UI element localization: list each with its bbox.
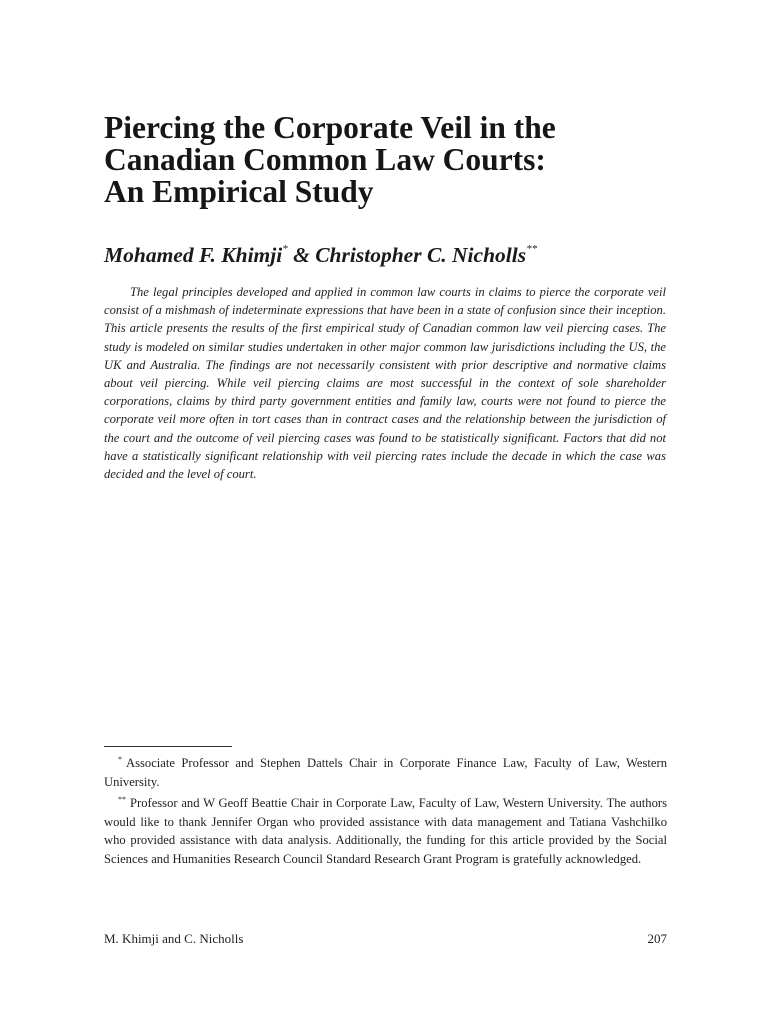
title-line-1: Piercing the Corporate Veil in the: [104, 110, 556, 145]
author-1-name: Mohamed F. Khimji: [104, 243, 283, 267]
footnote-1-mark: *: [118, 755, 122, 764]
author-1-footnote-mark[interactable]: *: [282, 243, 288, 255]
footnotes: [104, 751, 667, 869]
author-2-name: Christopher C. Nicholls: [315, 243, 527, 267]
author-2-footnote-mark[interactable]: **: [526, 243, 538, 255]
footnote-1: [104, 751, 667, 791]
abstract: The legal principles developed and applied in common law courts in claims to pierce the corporate veil consist of a mishmash of indeterminate expressions that have been in a state of confusion since their inception. This article presents the results of the first empirical study of Canadian common law veil piercing cases. The study is modeled on similar studies undertaken in other major common law jurisdictions including the US, the UK and Australia. The findings are not necessarily consistent with prior descriptive and normative claims about veil piercing. While veil piercing claims are most successful in the context of sole shareholder corporations, claims by third party government entities and family law, courts were not found to pierce the corporate veil more often in tort cases than in contract cases and the relationship between the jurisdiction of the court and the outcome of veil piercing cases was found to be statistically significant. Factors that did not have a statistically significant relationship with veil piercing rates include the decade in which the case was decided and the level of court.: [104, 285, 666, 482]
page-number: 207: [647, 931, 667, 946]
article-title: [104, 112, 704, 208]
title-line-3: An Empirical Study: [104, 174, 374, 209]
footnote-2-text: Professor and W Geoff Beattie Chair in Corporate Law, Faculty of Law, Western University. The authors would like to thank Jennifer Organ who provided assistance with data management and Tatiana Vashchilko who provided assistance with data analysis. Additionally, the funding for this article provided by the Social Sciences and Humanities Research Council Standard Research Grant Program is gratefully acknowledged.: [104, 796, 667, 866]
footnote-2: [104, 791, 667, 868]
running-authors: M. Khimji and C. Nicholls: [104, 931, 244, 946]
author-separator: &: [287, 243, 316, 267]
title-line-2: Canadian Common Law Courts:: [104, 142, 546, 177]
footnote-2-mark: **: [118, 795, 126, 805]
author-byline: [104, 234, 704, 270]
footnote-separator: [104, 746, 232, 747]
footnote-1-text: Associate Professor and Stephen Dattels Chair in Corporate Finance Law, Faculty of Law, Western University.: [104, 756, 667, 789]
